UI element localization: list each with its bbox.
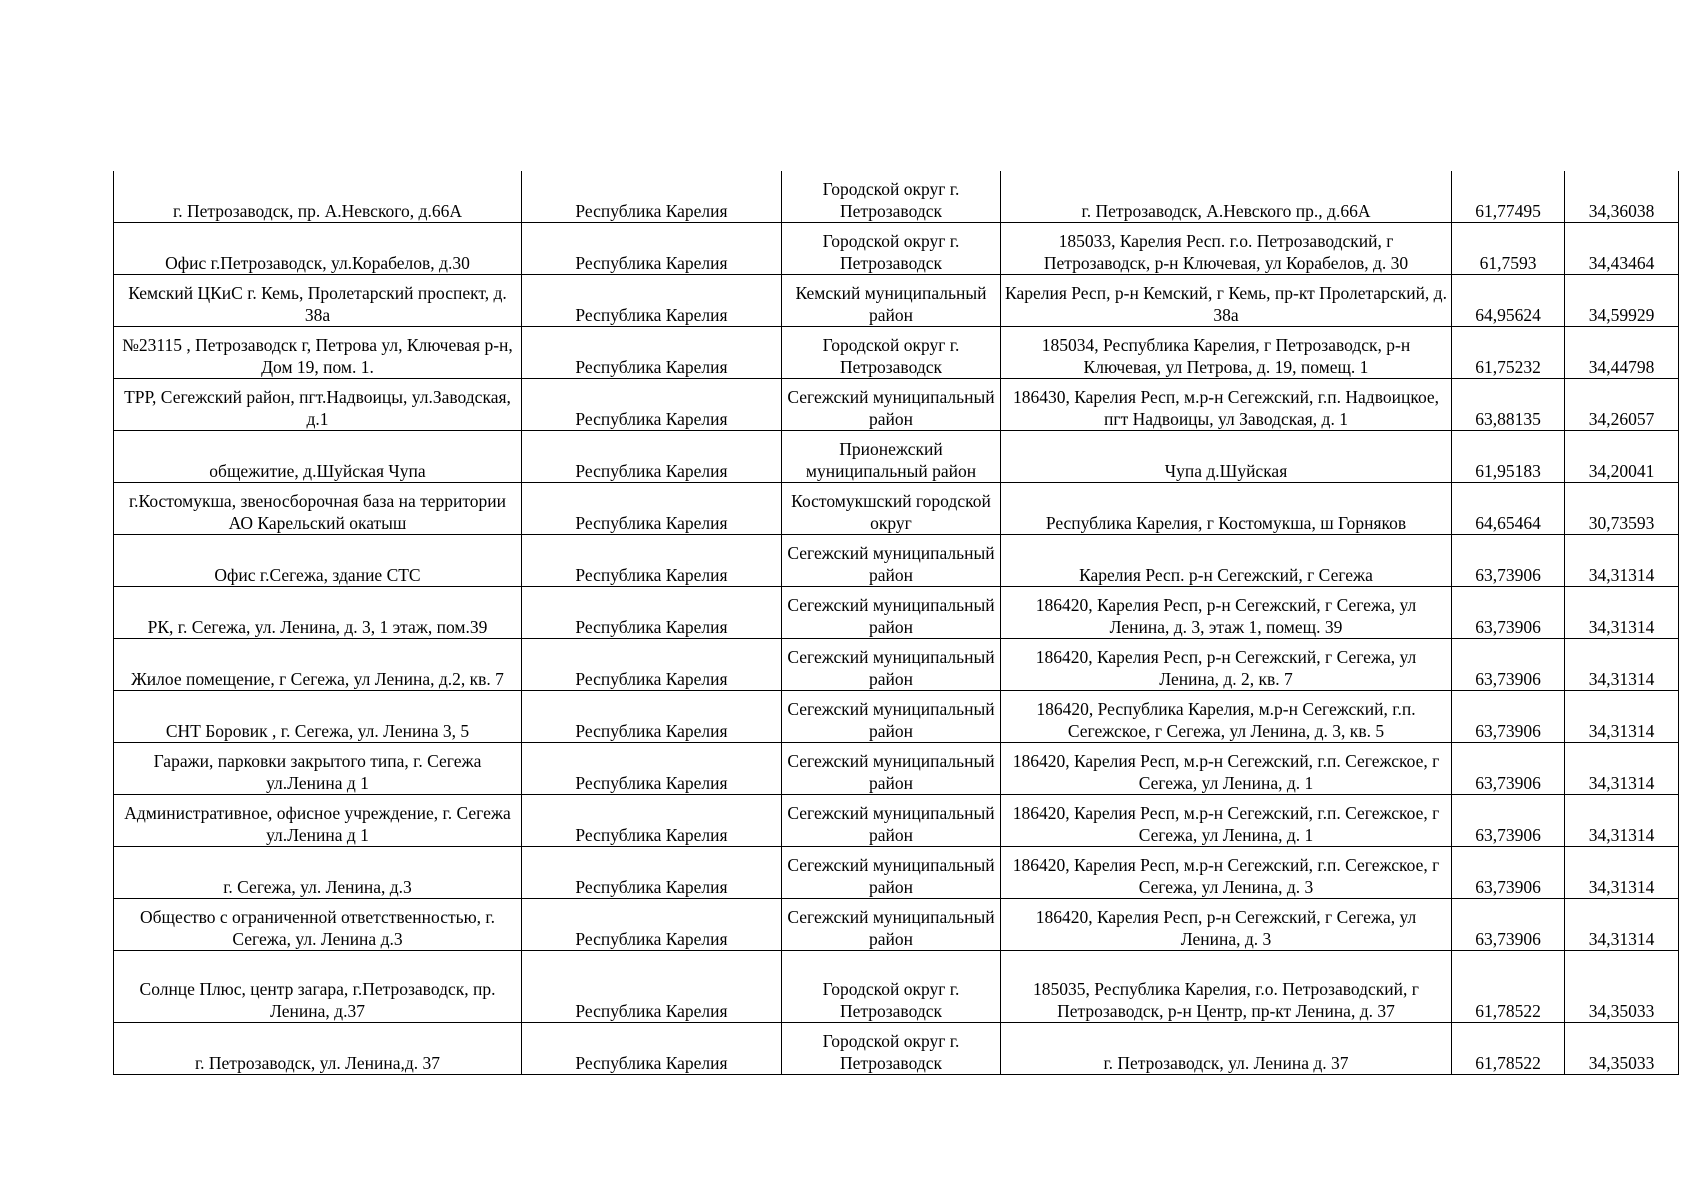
address-cell: 185035, Республика Карелия, г.о. Петрозаводский, г Петрозаводск, р-н Центр, пр-кт Ленина, д. 37: [1001, 951, 1452, 1023]
table-row: [114, 847, 1679, 899]
municipality-cell: Сегежский муниципальный район: [782, 795, 1001, 847]
address-cell: 186420, Карелия Респ, м.р-н Сегежский, г.п. Сегежское, г Сегежа, ул Ленина, д. 1: [1001, 795, 1452, 847]
address-registry-table: [113, 171, 1679, 1075]
region-cell: Республика Карелия: [522, 1023, 782, 1075]
table-row: [114, 535, 1679, 587]
table-row: [114, 275, 1679, 327]
latitude-cell: 61,77495: [1452, 171, 1565, 223]
latitude-cell: 63,73906: [1452, 743, 1565, 795]
table-row: [114, 743, 1679, 795]
table-row: [114, 951, 1679, 1023]
region-cell: Республика Карелия: [522, 275, 782, 327]
longitude-cell: 34,26057: [1565, 379, 1679, 431]
region-cell: Республика Карелия: [522, 951, 782, 1023]
region-cell: Республика Карелия: [522, 691, 782, 743]
address-cell: Карелия Респ, р-н Кемский, г Кемь, пр-кт Пролетарский, д. 38а: [1001, 275, 1452, 327]
longitude-cell: 34,31314: [1565, 587, 1679, 639]
address-cell: Республика Карелия, г Костомукша, ш Горняков: [1001, 483, 1452, 535]
address-cell: 186420, Республика Карелия, м.р-н Сегежский, г.п. Сегежское, г Сегежа, ул Ленина, д. 3, кв. 5: [1001, 691, 1452, 743]
table-row: [114, 171, 1679, 223]
longitude-cell: 34,59929: [1565, 275, 1679, 327]
municipality-cell: Городской округ г. Петрозаводск: [782, 1023, 1001, 1075]
object-name-cell: общежитие, д.Шуйская Чупа: [114, 431, 522, 483]
longitude-cell: 34,20041: [1565, 431, 1679, 483]
municipality-cell: Сегежский муниципальный район: [782, 743, 1001, 795]
object-name-cell: г. Сегежа, ул. Ленина, д.3: [114, 847, 522, 899]
latitude-cell: 61,75232: [1452, 327, 1565, 379]
object-name-cell: г.Костомукша, звеносборочная база на территории АО Карельский окатыш: [114, 483, 522, 535]
municipality-cell: Сегежский муниципальный район: [782, 587, 1001, 639]
municipality-cell: Прионежский муниципальный район: [782, 431, 1001, 483]
table-row: [114, 379, 1679, 431]
address-cell: г. Петрозаводск, ул. Ленина д. 37: [1001, 1023, 1452, 1075]
object-name-cell: Офис г.Сегежа, здание СТС: [114, 535, 522, 587]
longitude-cell: 30,73593: [1565, 483, 1679, 535]
address-cell: 186420, Карелия Респ, м.р-н Сегежский, г.п. Сегежское, г Сегежа, ул Ленина, д. 3: [1001, 847, 1452, 899]
municipality-cell: Городской округ г. Петрозаводск: [782, 327, 1001, 379]
region-cell: Республика Карелия: [522, 327, 782, 379]
latitude-cell: 61,78522: [1452, 951, 1565, 1023]
latitude-cell: 64,65464: [1452, 483, 1565, 535]
municipality-cell: Кемский муниципальный район: [782, 275, 1001, 327]
municipality-cell: Сегежский муниципальный район: [782, 899, 1001, 951]
region-cell: Республика Карелия: [522, 431, 782, 483]
address-cell: 186420, Карелия Респ, р-н Сегежский, г Сегежа, ул Ленина, д. 2, кв. 7: [1001, 639, 1452, 691]
region-cell: Республика Карелия: [522, 743, 782, 795]
address-cell: 185033, Карелия Респ. г.о. Петрозаводский, г Петрозаводск, р-н Ключевая, ул Корабелов, д. 30: [1001, 223, 1452, 275]
object-name-cell: РК, г. Сегежа, ул. Ленина, д. 3, 1 этаж, пом.39: [114, 587, 522, 639]
object-name-cell: Гаражи, парковки закрытого типа, г. Сегежа ул.Ленина д 1: [114, 743, 522, 795]
document-page: [113, 171, 1679, 1075]
object-name-cell: Административное, офисное учреждение, г. Сегежа ул.Ленина д 1: [114, 795, 522, 847]
address-cell: 186420, Карелия Респ, м.р-н Сегежский, г.п. Сегежское, г Сегежа, ул Ленина, д. 1: [1001, 743, 1452, 795]
region-cell: Республика Карелия: [522, 795, 782, 847]
object-name-cell: Солнце Плюс, центр загара, г.Петрозаводск, пр. Ленина, д.37: [114, 951, 522, 1023]
table-row: [114, 639, 1679, 691]
municipality-cell: Сегежский муниципальный район: [782, 691, 1001, 743]
table-row: [114, 223, 1679, 275]
table-row: [114, 1023, 1679, 1075]
table-row: [114, 587, 1679, 639]
region-cell: Республика Карелия: [522, 847, 782, 899]
longitude-cell: 34,31314: [1565, 639, 1679, 691]
table-row: [114, 327, 1679, 379]
table-row: [114, 691, 1679, 743]
latitude-cell: 63,73906: [1452, 899, 1565, 951]
latitude-cell: 63,73906: [1452, 847, 1565, 899]
longitude-cell: 34,36038: [1565, 171, 1679, 223]
object-name-cell: ТРР, Сегежский район, пгт.Надвоицы, ул.Заводская, д.1: [114, 379, 522, 431]
region-cell: Республика Карелия: [522, 535, 782, 587]
object-name-cell: Кемский ЦКиС г. Кемь, Пролетарский проспект, д. 38а: [114, 275, 522, 327]
municipality-cell: Сегежский муниципальный район: [782, 379, 1001, 431]
longitude-cell: 34,31314: [1565, 535, 1679, 587]
address-cell: 185034, Республика Карелия, г Петрозаводск, р-н Ключевая, ул Петрова, д. 19, помещ. 1: [1001, 327, 1452, 379]
region-cell: Республика Карелия: [522, 587, 782, 639]
table-row: [114, 899, 1679, 951]
object-name-cell: СНТ Боровик , г. Сегежа, ул. Ленина 3, 5: [114, 691, 522, 743]
region-cell: Республика Карелия: [522, 223, 782, 275]
municipality-cell: Сегежский муниципальный район: [782, 639, 1001, 691]
municipality-cell: Городской округ г. Петрозаводск: [782, 171, 1001, 223]
object-name-cell: Общество с ограниченной ответственностью, г. Сегежа, ул. Ленина д.3: [114, 899, 522, 951]
longitude-cell: 34,35033: [1565, 1023, 1679, 1075]
municipality-cell: Городской округ г. Петрозаводск: [782, 951, 1001, 1023]
latitude-cell: 63,73906: [1452, 587, 1565, 639]
latitude-cell: 64,95624: [1452, 275, 1565, 327]
address-cell: Чупа д.Шуйская: [1001, 431, 1452, 483]
longitude-cell: 34,43464: [1565, 223, 1679, 275]
latitude-cell: 63,73906: [1452, 535, 1565, 587]
object-name-cell: г. Петрозаводск, ул. Ленина,д. 37: [114, 1023, 522, 1075]
object-name-cell: г. Петрозаводск, пр. А.Невского, д.66А: [114, 171, 522, 223]
object-name-cell: №23115 , Петрозаводск г, Петрова ул, Ключевая р-н, Дом 19, пом. 1.: [114, 327, 522, 379]
latitude-cell: 63,73906: [1452, 691, 1565, 743]
longitude-cell: 34,31314: [1565, 691, 1679, 743]
address-cell: 186420, Карелия Респ, р-н Сегежский, г Сегежа, ул Ленина, д. 3, этаж 1, помещ. 39: [1001, 587, 1452, 639]
address-cell: 186420, Карелия Респ, р-н Сегежский, г Сегежа, ул Ленина, д. 3: [1001, 899, 1452, 951]
address-cell: г. Петрозаводск, А.Невского пр., д.66А: [1001, 171, 1452, 223]
address-cell: Карелия Респ. р-н Сегежский, г Сегежа: [1001, 535, 1452, 587]
table-row: [114, 483, 1679, 535]
region-cell: Республика Карелия: [522, 483, 782, 535]
table-row: [114, 431, 1679, 483]
region-cell: Республика Карелия: [522, 639, 782, 691]
municipality-cell: Сегежский муниципальный район: [782, 535, 1001, 587]
longitude-cell: 34,31314: [1565, 847, 1679, 899]
region-cell: Республика Карелия: [522, 379, 782, 431]
longitude-cell: 34,44798: [1565, 327, 1679, 379]
region-cell: Республика Карелия: [522, 899, 782, 951]
longitude-cell: 34,31314: [1565, 795, 1679, 847]
object-name-cell: Офис г.Петрозаводск, ул.Корабелов, д.30: [114, 223, 522, 275]
object-name-cell: Жилое помещение, г Сегежа, ул Ленина, д.2, кв. 7: [114, 639, 522, 691]
longitude-cell: 34,31314: [1565, 899, 1679, 951]
latitude-cell: 61,7593: [1452, 223, 1565, 275]
latitude-cell: 63,73906: [1452, 639, 1565, 691]
municipality-cell: Костомукшский городской округ: [782, 483, 1001, 535]
region-cell: Республика Карелия: [522, 171, 782, 223]
municipality-cell: Городской округ г. Петрозаводск: [782, 223, 1001, 275]
address-cell: 186430, Карелия Респ, м.р-н Сегежский, г.п. Надвоицкое, пгт Надвоицы, ул Заводская, д. 1: [1001, 379, 1452, 431]
latitude-cell: 61,78522: [1452, 1023, 1565, 1075]
latitude-cell: 61,95183: [1452, 431, 1565, 483]
latitude-cell: 63,73906: [1452, 795, 1565, 847]
table-row: [114, 795, 1679, 847]
longitude-cell: 34,35033: [1565, 951, 1679, 1023]
municipality-cell: Сегежский муниципальный район: [782, 847, 1001, 899]
latitude-cell: 63,88135: [1452, 379, 1565, 431]
longitude-cell: 34,31314: [1565, 743, 1679, 795]
